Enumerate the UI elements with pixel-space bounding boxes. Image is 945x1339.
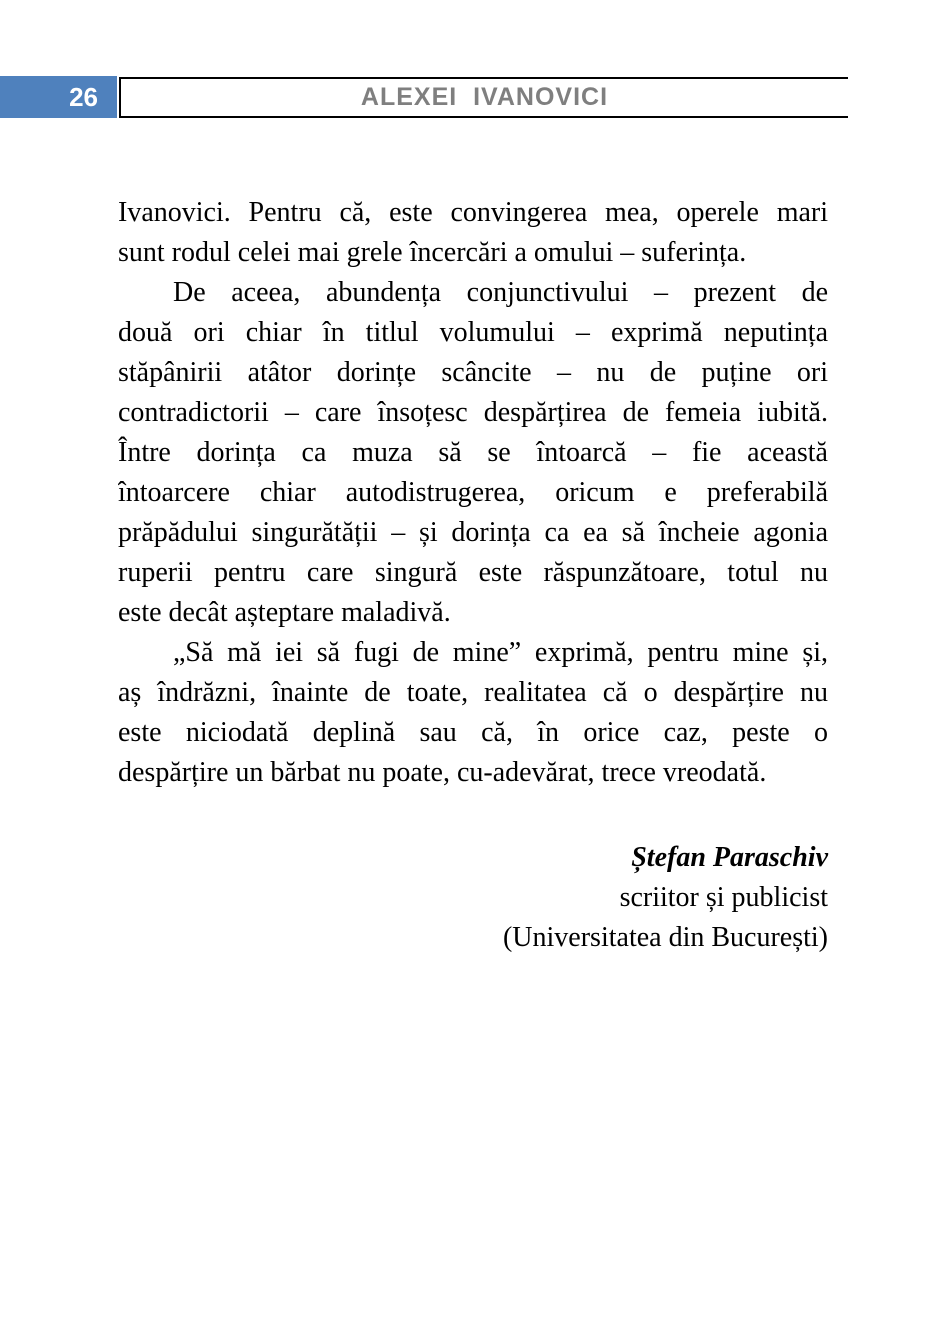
text-line: sunt rodul celei mai grele încercări a omului – suferința. — [118, 237, 747, 268]
header-title-cell — [119, 77, 848, 118]
text-line: este niciodată deplină sau că, în orice caz, peste o — [118, 717, 828, 748]
text-line: De aceea, abundența conjunctivului – prezent de — [173, 277, 828, 308]
body-text — [118, 193, 828, 793]
signature-name: Ștefan Paraschiv — [631, 842, 828, 873]
text-line: despărțire un bărbat nu poate, cu-adevărat, trece vreodată. — [118, 757, 767, 788]
running-head: ALEXEI IVANOVICI — [360, 83, 609, 111]
text-line: „Să mă iei să fugi de mine” exprimă, pentru mine și, — [173, 637, 828, 668]
text-line: ruperii pentru care singură este răspunzătoare, totul nu — [118, 557, 828, 588]
text-line: stăpânirii atâtor dorințe scâncite – nu de puține ori — [118, 357, 828, 388]
signature-affiliation: (Universitatea din București) — [502, 922, 828, 953]
text-line: contradictorii – care însoțesc despărțirea de femeia iubită. — [118, 397, 828, 428]
text-line: Ivanovici. Pentru că, este convingerea mea, operele mari — [118, 197, 828, 228]
paragraph — [118, 273, 828, 633]
signature-role: scriitor și publicist — [619, 882, 828, 913]
text-line: Între dorința ca muza să se întoarcă – fie această — [118, 437, 828, 468]
text-line: este decât așteptare maladivă. — [118, 597, 451, 628]
text-line: întoarcere chiar autodistrugerea, oricum e preferabilă — [118, 477, 828, 508]
page-number: 26 — [69, 82, 98, 112]
page-number-tab — [0, 76, 117, 118]
paragraph — [118, 633, 828, 793]
paragraph — [118, 193, 828, 273]
signature-block — [118, 838, 828, 958]
text-line: două ori chiar în titlul volumului – exprimă neputința — [118, 317, 828, 348]
page-content — [118, 193, 828, 958]
text-line: prăpădului singurătății – și dorința ca ea să încheie agonia — [118, 517, 828, 548]
text-line: aș îndrăzni, înainte de toate, realitatea că o despărțire nu — [118, 677, 828, 708]
